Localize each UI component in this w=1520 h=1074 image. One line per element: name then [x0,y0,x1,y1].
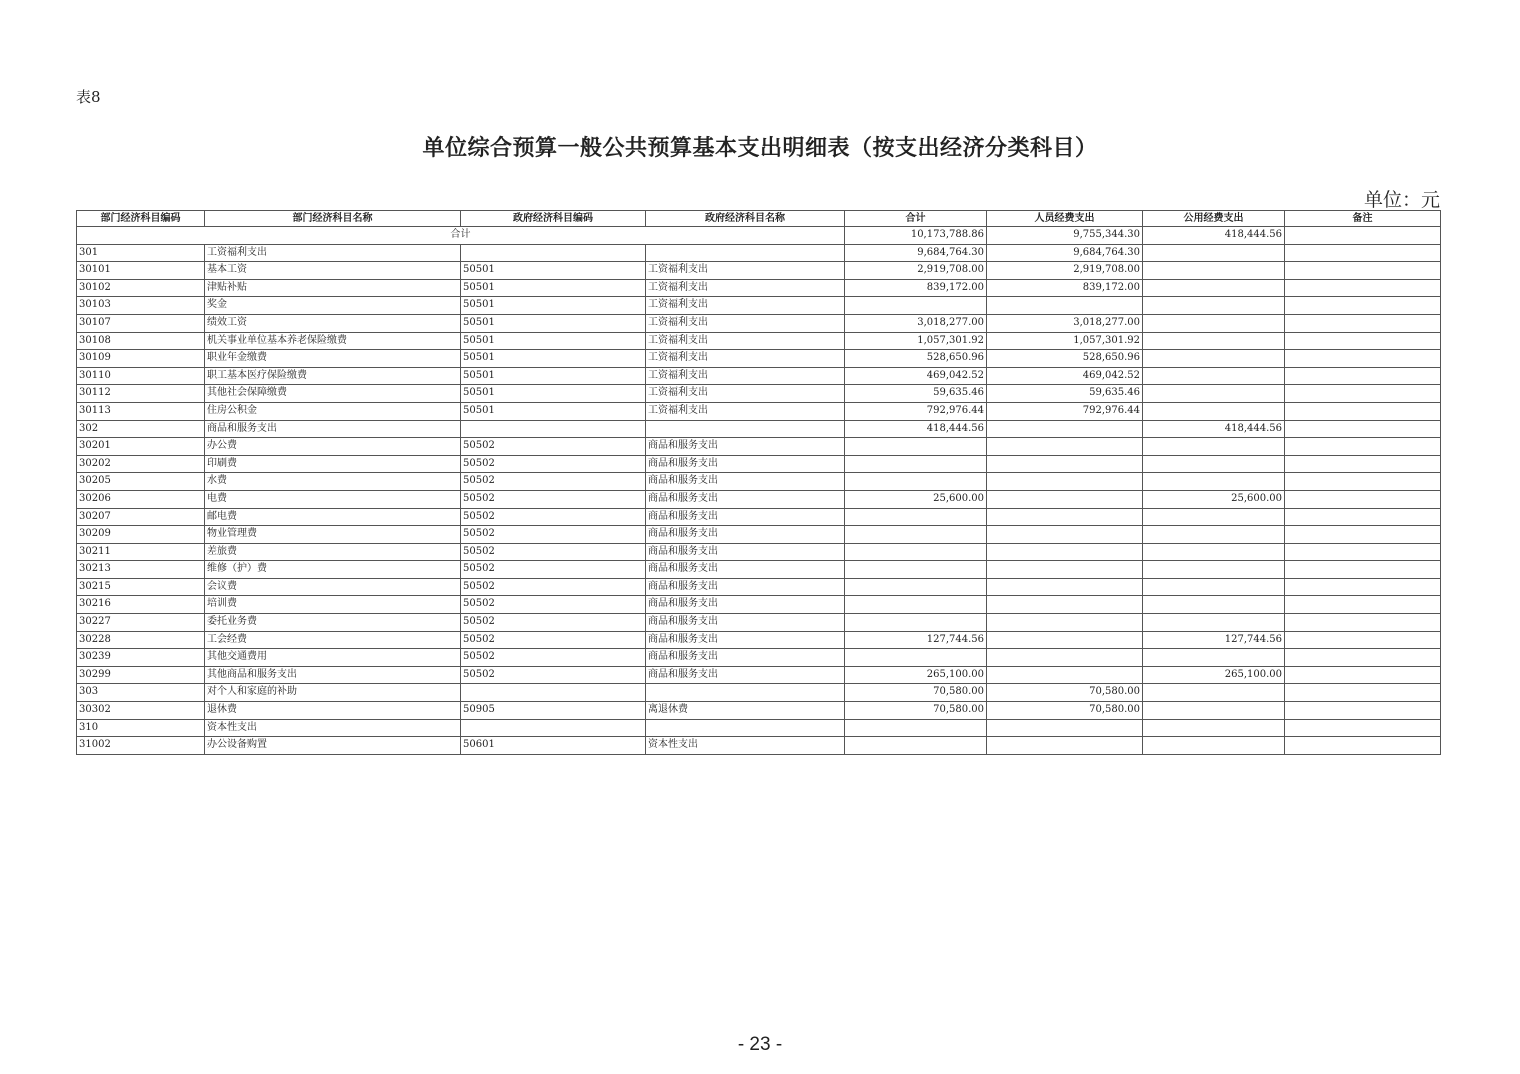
cell-gov-name: 工资福利支出 [646,314,845,332]
cell-public [1143,367,1285,385]
cell-dept-code: 30113 [77,402,205,420]
cell-dept-code: 30108 [77,332,205,350]
cell-total [845,455,987,473]
cell-total [845,737,987,755]
cell-note [1285,684,1441,702]
cell-dept-code: 30211 [77,543,205,561]
col-header-gov-name: 政府经济科目名称 [646,211,845,227]
cell-dept-name: 津贴补贴 [205,279,461,297]
cell-note [1285,490,1441,508]
cell-gov-code: 50502 [461,508,646,526]
cell-total [845,614,987,632]
cell-total: 469,042.52 [845,367,987,385]
cell-total: 59,635.46 [845,385,987,403]
cell-total [845,297,987,315]
cell-total: 70,580.00 [845,684,987,702]
cell-public [1143,332,1285,350]
cell-total [845,508,987,526]
cell-public [1143,578,1285,596]
cell-total [845,561,987,579]
cell-dept-code: 310 [77,719,205,737]
table-row [77,614,1441,632]
cell-note [1285,543,1441,561]
cell-dept-name: 邮电费 [205,508,461,526]
col-header-personnel: 人员经费支出 [987,211,1143,227]
cell-note [1285,596,1441,614]
cell-dept-name: 职业年金缴费 [205,350,461,368]
cell-total [845,473,987,491]
cell-gov-code: 50502 [461,561,646,579]
cell-note [1285,508,1441,526]
cell-public [1143,561,1285,579]
cell-dept-code: 30110 [77,367,205,385]
cell-gov-code: 50601 [461,737,646,755]
cell-dept-name: 物业管理费 [205,526,461,544]
cell-gov-code: 50501 [461,367,646,385]
cell-gov-code: 50502 [461,543,646,561]
cell-dept-code: 30216 [77,596,205,614]
table-row [77,402,1441,420]
cell-gov-code: 50502 [461,455,646,473]
cell-dept-name: 住房公积金 [205,402,461,420]
cell-note [1285,297,1441,315]
cell-public [1143,702,1285,720]
table-row [77,262,1441,280]
cell-gov-name: 资本性支出 [646,737,845,755]
cell-gov-code: 50502 [461,631,646,649]
cell-dept-code: 30109 [77,350,205,368]
table-row [77,596,1441,614]
cell-dept-name: 商品和服务支出 [205,420,461,438]
cell-note [1285,526,1441,544]
cell-personnel [987,649,1143,667]
cell-note [1285,314,1441,332]
cell-gov-name: 商品和服务支出 [646,490,845,508]
col-header-dept-name: 部门经济科目名称 [205,211,461,227]
col-header-gov-code: 政府经济科目编码 [461,211,646,227]
cell-note [1285,420,1441,438]
cell-public [1143,244,1285,262]
cell-personnel: 528,650.96 [987,350,1143,368]
cell-dept-code: 30112 [77,385,205,403]
cell-personnel [987,297,1143,315]
table-row [77,279,1441,297]
total-amount: 10,173,788.86 [845,227,987,245]
cell-dept-code: 30101 [77,262,205,280]
table-row [77,631,1441,649]
cell-note [1285,631,1441,649]
cell-gov-name: 工资福利支出 [646,402,845,420]
cell-note [1285,737,1441,755]
cell-public [1143,455,1285,473]
cell-dept-name: 委托业务费 [205,614,461,632]
cell-public [1143,526,1285,544]
col-header-public: 公用经费支出 [1143,211,1285,227]
cell-total: 25,600.00 [845,490,987,508]
cell-dept-name: 工资福利支出 [205,244,461,262]
page-title: 单位综合预算一般公共预算基本支出明细表（按支出经济分类科目） [422,135,1098,161]
cell-total [845,719,987,737]
cell-dept-code: 30213 [77,561,205,579]
cell-gov-code: 50501 [461,279,646,297]
cell-dept-code: 30201 [77,438,205,456]
cell-gov-name: 工资福利支出 [646,262,845,280]
cell-personnel: 839,172.00 [987,279,1143,297]
cell-public [1143,684,1285,702]
cell-dept-name: 其他交通费用 [205,649,461,667]
cell-gov-code: 50501 [461,332,646,350]
total-note [1285,227,1441,245]
cell-gov-name: 工资福利支出 [646,367,845,385]
col-header-dept-code: 部门经济科目编码 [77,211,205,227]
cell-gov-code: 50501 [461,297,646,315]
cell-gov-code: 50502 [461,578,646,596]
cell-public [1143,385,1285,403]
cell-dept-code: 303 [77,684,205,702]
cell-gov-code: 50502 [461,614,646,632]
cell-total [845,578,987,596]
table-row-category [77,420,1441,438]
cell-dept-name: 退休费 [205,702,461,720]
table-row [77,367,1441,385]
cell-dept-code: 30206 [77,490,205,508]
cell-dept-name: 工会经费 [205,631,461,649]
cell-total [845,596,987,614]
cell-personnel: 59,635.46 [987,385,1143,403]
cell-total: 839,172.00 [845,279,987,297]
cell-personnel [987,614,1143,632]
cell-dept-code: 301 [77,244,205,262]
cell-personnel [987,455,1143,473]
cell-total: 3,018,277.00 [845,314,987,332]
cell-note [1285,438,1441,456]
table-row [77,473,1441,491]
cell-personnel [987,719,1143,737]
cell-gov-code [461,684,646,702]
cell-dept-code: 30107 [77,314,205,332]
cell-personnel: 9,684,764.30 [987,244,1143,262]
cell-gov-name [646,719,845,737]
cell-dept-code: 30102 [77,279,205,297]
cell-dept-name: 其他社会保障缴费 [205,385,461,403]
cell-total: 127,744.56 [845,631,987,649]
cell-personnel [987,420,1143,438]
table-row [77,561,1441,579]
cell-dept-code: 30202 [77,455,205,473]
cell-personnel [987,596,1143,614]
cell-public [1143,297,1285,315]
cell-gov-name: 商品和服务支出 [646,561,845,579]
cell-total: 418,444.56 [845,420,987,438]
cell-dept-code: 31002 [77,737,205,755]
cell-gov-name: 商品和服务支出 [646,649,845,667]
cell-personnel: 70,580.00 [987,684,1143,702]
cell-dept-code: 30239 [77,649,205,667]
cell-dept-name: 办公费 [205,438,461,456]
cell-gov-name: 商品和服务支出 [646,526,845,544]
cell-gov-name: 工资福利支出 [646,297,845,315]
cell-note [1285,561,1441,579]
budget-table [76,210,1441,755]
cell-note [1285,262,1441,280]
cell-gov-code: 50501 [461,350,646,368]
cell-note [1285,719,1441,737]
cell-public: 418,444.56 [1143,420,1285,438]
cell-dept-name: 其他商品和服务支出 [205,666,461,684]
cell-personnel: 70,580.00 [987,702,1143,720]
cell-personnel [987,631,1143,649]
cell-dept-name: 差旅费 [205,543,461,561]
cell-note [1285,244,1441,262]
cell-total [845,526,987,544]
cell-gov-name: 商品和服务支出 [646,543,845,561]
cell-gov-name: 商品和服务支出 [646,666,845,684]
total-row [77,227,1441,245]
cell-dept-code: 30209 [77,526,205,544]
cell-dept-code: 30215 [77,578,205,596]
cell-dept-code: 30299 [77,666,205,684]
cell-personnel [987,578,1143,596]
table-row [77,438,1441,456]
table-row [77,297,1441,315]
cell-dept-code: 30227 [77,614,205,632]
cell-dept-code: 30103 [77,297,205,315]
cell-gov-code: 50501 [461,402,646,420]
cell-gov-code: 50502 [461,526,646,544]
cell-note [1285,402,1441,420]
cell-dept-code: 30207 [77,508,205,526]
cell-dept-name: 机关事业单位基本养老保险缴费 [205,332,461,350]
cell-personnel [987,473,1143,491]
cell-dept-name: 电费 [205,490,461,508]
cell-personnel [987,737,1143,755]
table-number: 表8 [76,88,101,106]
cell-personnel: 2,919,708.00 [987,262,1143,280]
cell-total: 2,919,708.00 [845,262,987,280]
cell-dept-name: 培训费 [205,596,461,614]
cell-note [1285,473,1441,491]
cell-dept-name: 基本工资 [205,262,461,280]
table-row [77,314,1441,332]
cell-gov-code [461,420,646,438]
cell-note [1285,385,1441,403]
cell-gov-name [646,684,845,702]
table-row [77,543,1441,561]
cell-personnel [987,561,1143,579]
table-row [77,666,1441,684]
cell-gov-name: 工资福利支出 [646,279,845,297]
cell-note [1285,350,1441,368]
cell-gov-code: 50905 [461,702,646,720]
cell-public [1143,719,1285,737]
cell-note [1285,666,1441,684]
table-row [77,455,1441,473]
cell-public [1143,438,1285,456]
cell-total: 792,976.44 [845,402,987,420]
cell-gov-name [646,420,845,438]
cell-dept-code: 30228 [77,631,205,649]
table-row [77,578,1441,596]
table-row [77,526,1441,544]
cell-gov-code: 50502 [461,473,646,491]
table-row-category [77,684,1441,702]
table-row [77,702,1441,720]
cell-gov-name [646,244,845,262]
cell-public [1143,350,1285,368]
cell-public [1143,402,1285,420]
cell-public [1143,543,1285,561]
cell-dept-code: 30302 [77,702,205,720]
cell-note [1285,279,1441,297]
cell-personnel: 792,976.44 [987,402,1143,420]
cell-personnel [987,526,1143,544]
cell-gov-code: 50502 [461,438,646,456]
cell-gov-code: 50502 [461,490,646,508]
cell-dept-name: 对个人和家庭的补助 [205,684,461,702]
cell-note [1285,367,1441,385]
cell-dept-name: 奖金 [205,297,461,315]
cell-gov-name: 商品和服务支出 [646,631,845,649]
cell-public [1143,279,1285,297]
cell-note [1285,578,1441,596]
cell-gov-name: 工资福利支出 [646,350,845,368]
cell-gov-code [461,244,646,262]
cell-public [1143,737,1285,755]
cell-total: 9,684,764.30 [845,244,987,262]
table-row [77,737,1441,755]
unit-label: 单位：元 [1363,189,1440,211]
cell-public: 265,100.00 [1143,666,1285,684]
table-row-category [77,719,1441,737]
cell-total [845,649,987,667]
cell-gov-name: 商品和服务支出 [646,596,845,614]
table-row [77,508,1441,526]
cell-dept-name: 绩效工资 [205,314,461,332]
table-row [77,649,1441,667]
cell-dept-name: 会议费 [205,578,461,596]
table-header-row [77,211,1441,227]
cell-public [1143,508,1285,526]
cell-gov-code: 50501 [461,314,646,332]
table-row [77,332,1441,350]
cell-personnel [987,508,1143,526]
cell-public: 127,744.56 [1143,631,1285,649]
cell-note [1285,614,1441,632]
cell-note [1285,702,1441,720]
cell-gov-code [461,719,646,737]
cell-dept-name: 印刷费 [205,455,461,473]
cell-gov-name: 商品和服务支出 [646,614,845,632]
cell-public [1143,473,1285,491]
cell-gov-name: 商品和服务支出 [646,578,845,596]
cell-note [1285,455,1441,473]
cell-gov-name: 商品和服务支出 [646,473,845,491]
cell-total: 528,650.96 [845,350,987,368]
col-header-note: 备注 [1285,211,1441,227]
cell-gov-name: 商品和服务支出 [646,438,845,456]
cell-total: 70,580.00 [845,702,987,720]
cell-note [1285,649,1441,667]
cell-personnel [987,438,1143,456]
cell-public [1143,314,1285,332]
cell-total: 1,057,301.92 [845,332,987,350]
cell-dept-name: 维修（护）费 [205,561,461,579]
table-row [77,490,1441,508]
cell-gov-code: 50501 [461,262,646,280]
cell-total [845,438,987,456]
cell-personnel: 3,018,277.00 [987,314,1143,332]
cell-personnel [987,543,1143,561]
cell-gov-name: 离退休费 [646,702,845,720]
cell-gov-code: 50501 [461,385,646,403]
cell-total: 265,100.00 [845,666,987,684]
cell-gov-code: 50502 [461,596,646,614]
cell-dept-name: 资本性支出 [205,719,461,737]
cell-dept-name: 水费 [205,473,461,491]
cell-gov-name: 商品和服务支出 [646,455,845,473]
cell-total [845,543,987,561]
table-row-category [77,244,1441,262]
cell-public: 25,600.00 [1143,490,1285,508]
col-header-total: 合计 [845,211,987,227]
total-personnel: 9,755,344.30 [987,227,1143,245]
cell-dept-code: 30205 [77,473,205,491]
cell-dept-code: 302 [77,420,205,438]
cell-personnel: 469,042.52 [987,367,1143,385]
cell-personnel [987,666,1143,684]
cell-dept-name: 职工基本医疗保险缴费 [205,367,461,385]
cell-gov-name: 商品和服务支出 [646,508,845,526]
cell-personnel [987,490,1143,508]
table-row [77,350,1441,368]
table-row [77,385,1441,403]
cell-gov-name: 工资福利支出 [646,332,845,350]
cell-public [1143,262,1285,280]
cell-public [1143,596,1285,614]
page-number: - 23 - [737,1034,783,1055]
cell-gov-code: 50502 [461,649,646,667]
cell-personnel: 1,057,301.92 [987,332,1143,350]
cell-note [1285,332,1441,350]
total-public: 418,444.56 [1143,227,1285,245]
cell-public [1143,614,1285,632]
cell-gov-code: 50502 [461,666,646,684]
cell-gov-name: 工资福利支出 [646,385,845,403]
cell-public [1143,649,1285,667]
cell-dept-name: 办公设备购置 [205,737,461,755]
total-label: 合计 [77,227,845,245]
